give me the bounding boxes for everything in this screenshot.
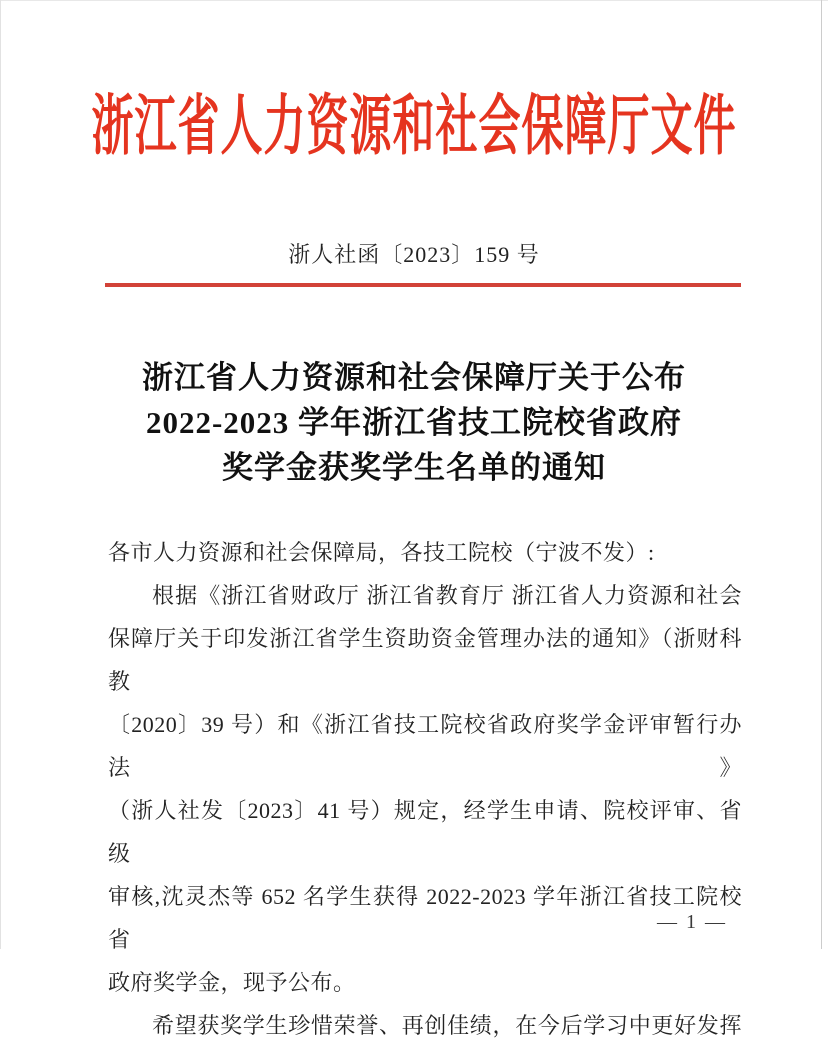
- body-line: 政府奖学金，现予公布。: [108, 970, 356, 995]
- title-line-2: 2022-2023 学年浙江省技工院校省政府: [145, 405, 683, 440]
- title-line-3: 奖学金获奖学生名单的通知: [222, 450, 606, 485]
- doc-number: 浙人社函〔2023〕159 号: [288, 242, 540, 267]
- red-divider-line: [105, 283, 741, 287]
- document-title: [0, 355, 828, 490]
- letterhead-title: 浙江省人力资源和社会保障厅文件: [91, 92, 737, 164]
- body-line: 〔2020〕39 号）和《浙江省技工院校省政府奖学金评审暂行办法》: [108, 712, 742, 780]
- document-body: [108, 531, 742, 1047]
- body-line: 审核,沈灵杰等 652 名学生获得 2022-2023 学年浙江省技工院校省: [108, 884, 742, 952]
- page-number: — 1 —: [657, 911, 727, 933]
- body-line: 保障厅关于印发浙江省学生资助资金管理办法的通知》（浙财科教: [108, 626, 742, 694]
- title-line-1: 浙江省人力资源和社会保障厅关于公布: [142, 360, 686, 395]
- scan-edge-top: [0, 0, 828, 1]
- body-line: 根据《浙江省财政厅 浙江省教育厅 浙江省人力资源和社会: [152, 583, 742, 608]
- body-line: 希望获奖学生珍惜荣誉、再创佳绩，在今后学习中更好发挥: [152, 1013, 742, 1038]
- body-line-salutation: 各市人力资源和社会保障局，各技工院校（宁波不发）:: [108, 540, 655, 565]
- body-line: （浙人社发〔2023〕41 号）规定，经学生申请、院校评审、省级: [108, 798, 742, 866]
